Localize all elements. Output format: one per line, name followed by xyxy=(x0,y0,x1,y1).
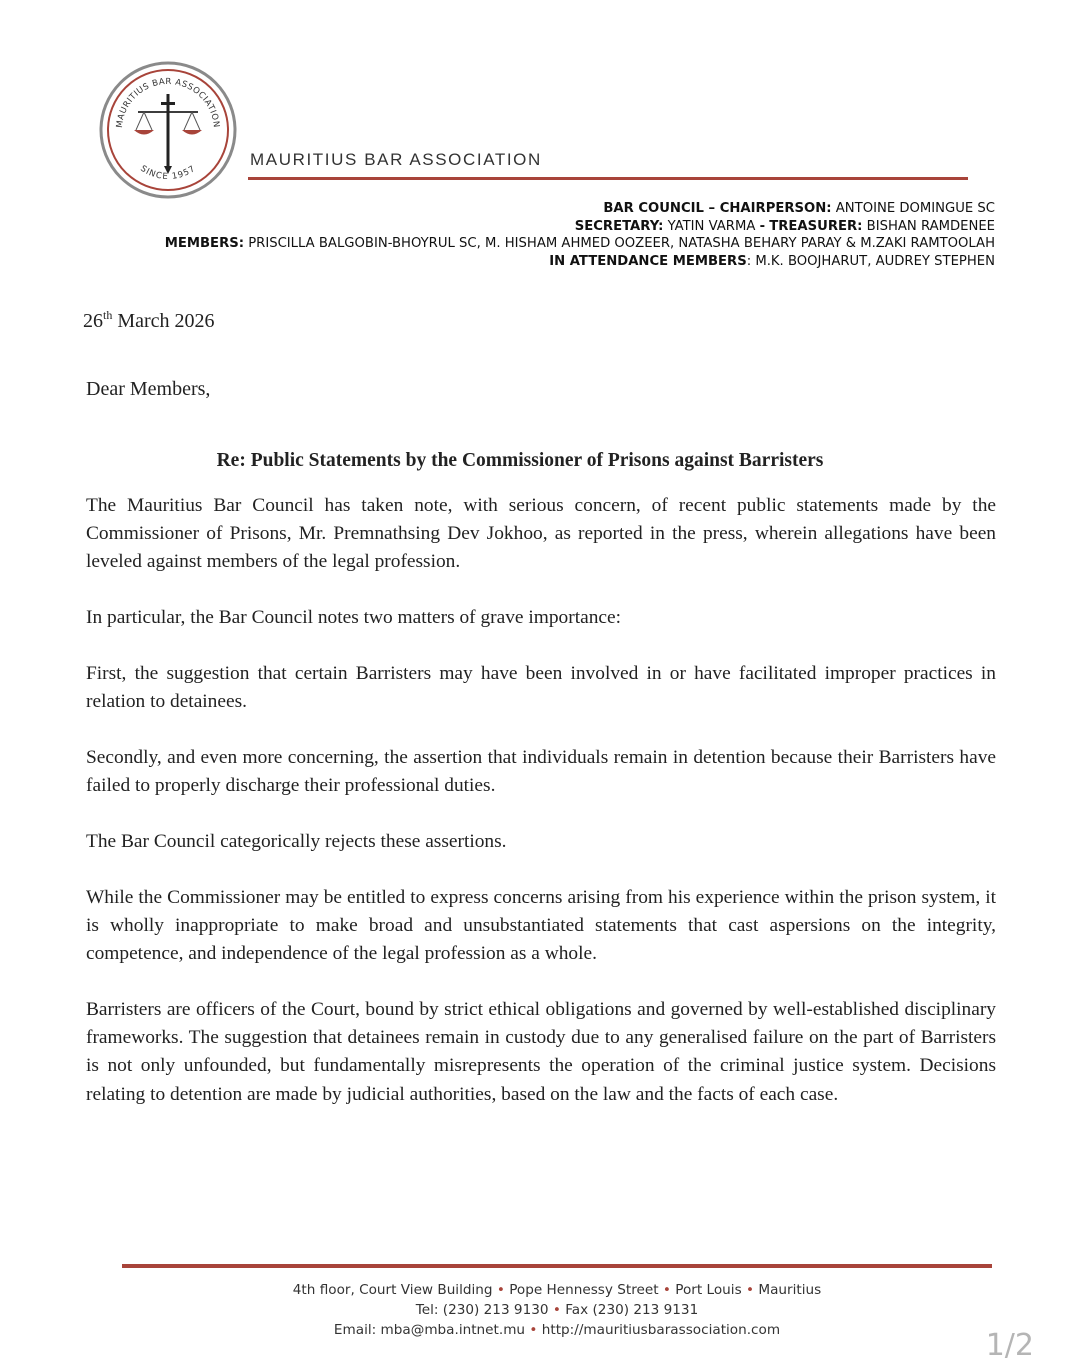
council-line-secretary-treasurer xyxy=(165,218,995,236)
letter-body xyxy=(86,492,996,1136)
footer-web-line xyxy=(0,1321,1080,1341)
website-link[interactable]: http://mauritiusbarassociation.com xyxy=(541,1321,781,1338)
header-divider xyxy=(248,177,968,180)
chairperson-label: BAR COUNCIL – CHAIRPERSON: xyxy=(603,201,832,216)
attendance-value: : M.K. BOOJHARUT, AUDREY STEPHEN xyxy=(746,253,995,269)
body-paragraph: In particular, the Bar Council notes two matters of grave importance: xyxy=(86,607,621,629)
bar-council-block xyxy=(165,200,995,270)
footer-phone-line xyxy=(0,1301,1080,1321)
body-paragraph: While the Commissioner may be entitled to express concerns arising from his experience within the prison system, it is wholly inappropriate to make broad and unsubstantiated statements that cast aspersions on the integrity, competence, and independence of the legal profession as a whole. xyxy=(86,886,996,965)
footer-contact xyxy=(0,1281,1080,1340)
treasurer-label: TREASURER: xyxy=(769,218,863,234)
salutation: Dear Members, xyxy=(86,378,211,400)
body-paragraph: Secondly, and even more concerning, the assertion that individuals remain in detention because their Barristers have failed to properly discharge their professional duties. xyxy=(86,747,996,797)
body-paragraph: The Mauritius Bar Council has taken note, with serious concern, of recent public statements made by the Commissioner of Prisons, Mr. Premnathsing Dev Jokhoo, as reported in the press, wherein allegations have been leveled against members of the legal profession. xyxy=(86,495,996,573)
bullet-separator: • xyxy=(552,1301,561,1318)
scales-of-justice-icon xyxy=(134,94,202,174)
address-building: 4th floor, Court View Building xyxy=(292,1282,493,1298)
attendance-label: IN ATTENDANCE MEMBERS xyxy=(549,253,747,269)
address-city: Port Louis xyxy=(675,1282,742,1298)
logo-text-top: MAURITIUS BAR ASSOCIATION xyxy=(114,76,222,129)
association-logo xyxy=(98,60,238,200)
secretary-value: YATIN VARMA xyxy=(667,218,756,234)
bullet-separator: • xyxy=(529,1321,538,1338)
organization-name: MAURITIUS BAR ASSOCIATION xyxy=(250,150,542,169)
date-month-year: March 2026 xyxy=(112,310,215,332)
body-paragraph: The Bar Council categorically rejects these assertions. xyxy=(86,831,507,852)
members-label: MEMBERS: xyxy=(164,236,244,251)
date-day: 26 xyxy=(83,310,103,332)
footer-address-line xyxy=(0,1281,1080,1301)
body-paragraph: First, the suggestion that certain Barristers may have been involved in or have facilitated improper practices in relation to detainees. xyxy=(86,663,996,713)
address-country: Mauritius xyxy=(758,1282,822,1298)
logo-text-since: SINCE 1957 xyxy=(138,163,198,183)
letter-date xyxy=(83,310,215,333)
chairperson-value: ANTOINE DOMINGUE SC xyxy=(835,201,995,216)
footer-divider xyxy=(122,1264,992,1268)
secretary-treasurer-separator: - xyxy=(759,218,766,234)
members-value: PRISCILLA BALGOBIN-BHOYRUL SC, M. HISHAM AHMED OOZEER, NATASHA BEHARY PARAY & M.ZAKI RAMTOOLAH xyxy=(248,236,995,251)
date-suffix: th xyxy=(103,308,113,322)
council-line-members xyxy=(165,235,995,253)
bullet-separator: • xyxy=(662,1282,671,1298)
council-line-attendance xyxy=(165,253,995,271)
fax: Fax (230) 213 9131 xyxy=(565,1301,699,1318)
secretary-label: SECRETARY: xyxy=(574,218,664,234)
council-line-chairperson xyxy=(165,200,995,218)
bullet-separator: • xyxy=(496,1282,505,1298)
body-paragraph: Barristers are officers of the Court, bound by strict ethical obligations and governed by well-established disciplinary frameworks. The suggestion that detainees remain in custody due to any generalised failure on the part of Barristers is not only unfounded, but fundamentally misrepresents the operation of the criminal justice system. Decisions relating to detention are made by judicial authorities, based on the law and the facts of each case. xyxy=(86,999,996,1105)
page-indicator: 1/2 xyxy=(985,1328,1034,1363)
letter-subject: Re: Public Statements by the Commissioner of Prisons against Barristers xyxy=(216,450,824,471)
address-street: Pope Hennessy Street xyxy=(509,1282,659,1298)
treasurer-value: BISHAN RAMDENEE xyxy=(866,218,995,234)
telephone: Tel: (230) 213 9130 xyxy=(415,1301,549,1318)
email-link[interactable]: Email: mba@mba.intnet.mu xyxy=(333,1321,526,1338)
bullet-separator: • xyxy=(745,1282,755,1298)
